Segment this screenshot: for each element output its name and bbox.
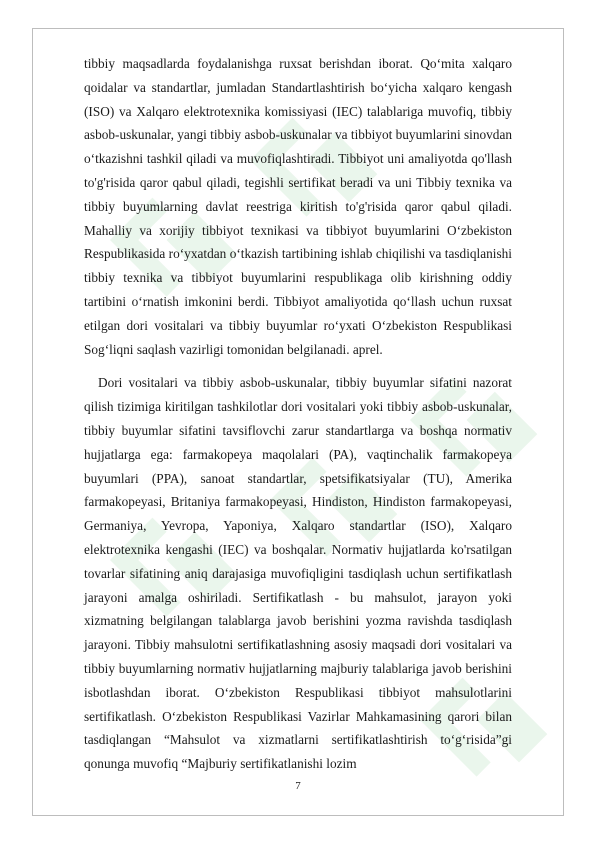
document-body — [84, 52, 512, 776]
paragraph-2: Dori vositalari va tibbiy asbob-uskunalar, tibbiy buyumlar sifatini nazorat qilish tizimiga kiritilgan tashkilotlar dori vositalari yoki tibbiy asbob-uskunalar, tibbiy buyumlar sifatini tavsiflovchi zarur standartlarga va boshqa normativ hujjatlarga ega: farmakopeya maqolalari (PA), vaqtinchalik farmakopeya buyumlari (PPA), sanoat standartlar, spetsifikatsiyalar (TU), Amerika farmakopeyasi, Britaniya farmakopeyasi, Hindiston, Hindiston farmakopeyasi, Germaniya, Yevropa, Yaponiya, Xalqaro standartlar (ISO), Xalqaro elektrotexnika kengashi (IEC) va boshqalar. Normativ hujjatlarda ko'rsatilgan tovarlar sifatining aniq darajasiga muvofiqligini tasdiqlash uchun sertifikatlash jarayoni amalga oshiriladi. Sertifikatlash - bu mahsulot, jarayon yoki xizmatning belgilangan talablarga javob berishini yozma ravishda tasdiqlash jarayoni. Tibbiy mahsulotni sertifikatlashning asosiy maqsadi dori vositalari va tibbiy buyumlarning normativ hujjatlarning majburiy talablariga javob berishini isbotlashdan iborat. O‘zbekiston Respublikasi tibbiyot mahsulotlarini sertifikatlash. O‘zbekiston Respublikasi Vazirlar Mahkamasining qarori bilan tasdiqlangan “Mahsulot va xizmatlarni sertifikatlashtirish to‘g‘risida”gi qonunga muvofiq “Majburiy sertifikatlanishi lozim — [84, 375, 512, 772]
paragraph-1: tibbiy maqsadlarda foydalanishga ruxsat berishdan iborat. Qo‘mita xalqaro qoidalar va standartlar, jumladan Standartlashtirish bo‘yicha xalqaro kengash (ISO) va Xalqaro elektrotexnika komissiyasi (IEC) talablariga muvofiq, tibbiy asbob-uskunalar, yangi tibbiy asbob-uskunalar va tibbiyot buyumlarini sinovdan o‘tkazishni tashkil qiladi va muvofiqlashtiradi. Tibbiyot uni amaliyotda qo'llash to'g'risida qaror qabul qiladi, tegishli sertifikat beradi va uni Tibbiy texnika va tibbiy buyumlarning davlat reestriga kiritish to'g'risida qaror qabul qiladi. Mahalliy va xorijiy tibbiyot texnikasi va tibbiyot buyumlarini O‘zbekiston Respublikasida ro‘yxatdan o‘tkazish tartibining ishlab chiqilishi va tasdiqlanishi tibbiy texnika va tibbiyot buyumlarini respublikaga olib kirishning oddiy tartibini o‘rnatish imkonini berdi. Tibbiyot amaliyotida qo‘llash uchun ruxsat etilgan dori vositalari va tibbiy buyumlar ro‘yxati O‘zbekiston Respublikasi Sog‘liqni saqlash vazirligi tomonidan belgilanadi. aprel. — [84, 56, 512, 357]
page-number: 7 — [295, 780, 301, 792]
